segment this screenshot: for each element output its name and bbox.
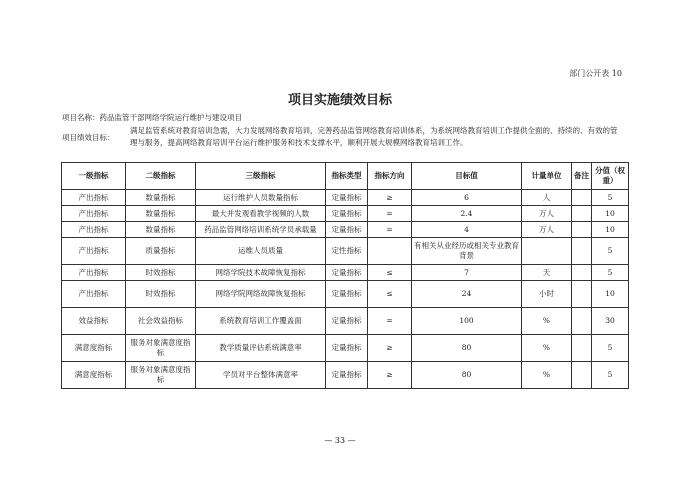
table-cell: 有相关从业经历或相关专业教育背景 xyxy=(412,238,522,265)
table-cell: 定性指标 xyxy=(326,238,368,265)
table-cell: 人 xyxy=(522,190,572,206)
table-cell: 教学质量评估系统满意率 xyxy=(196,335,326,362)
table-cell: 数量指标 xyxy=(126,222,196,238)
table-cell: 10 xyxy=(592,206,629,222)
table-cell xyxy=(572,265,592,281)
table-cell: 最大并发观看教学视频的人数 xyxy=(196,206,326,222)
table-cell: 产出指标 xyxy=(62,222,126,238)
table-cell: % xyxy=(522,362,572,389)
table-cell: 社会效益指标 xyxy=(126,308,196,335)
table-cell: 万人 xyxy=(522,222,572,238)
column-header: 备注 xyxy=(572,163,592,190)
table-cell: % xyxy=(522,308,572,335)
table-cell: 网络学院技术故障恢复指标 xyxy=(196,265,326,281)
table-cell: 定量指标 xyxy=(326,281,368,308)
column-header: 分值（权重） xyxy=(592,163,629,190)
table-row xyxy=(62,206,629,222)
table-cell: 网络学院网络故障恢复指标 xyxy=(196,281,326,308)
table-cell xyxy=(572,238,592,265)
table-row xyxy=(62,335,629,362)
column-header: 计量单位 xyxy=(522,163,572,190)
table-cell: 6 xyxy=(412,190,522,206)
table-cell: 30 xyxy=(592,308,629,335)
table-row xyxy=(62,281,629,308)
table-cell: 药品监管网络培训系统学员承载量 xyxy=(196,222,326,238)
table-cell: 满意度指标 xyxy=(62,335,126,362)
table-cell: 定量指标 xyxy=(326,222,368,238)
table-cell: = xyxy=(368,222,412,238)
table-cell: 10 xyxy=(592,281,629,308)
table-cell: 80 xyxy=(412,362,522,389)
table-cell: 天 xyxy=(522,265,572,281)
table-cell: 系统教育培训工作覆盖面 xyxy=(196,308,326,335)
table-cell: 数量指标 xyxy=(126,206,196,222)
page-number: — 33 — xyxy=(324,436,356,445)
table-cell: 定量指标 xyxy=(326,335,368,362)
table-header-row xyxy=(62,163,629,190)
table-cell: 产出指标 xyxy=(62,238,126,265)
table-cell: 服务对象满意度指标 xyxy=(126,362,196,389)
table-cell: 定量指标 xyxy=(326,308,368,335)
table-cell: 5 xyxy=(592,190,629,206)
table-cell xyxy=(572,335,592,362)
table-cell: 产出指标 xyxy=(62,206,126,222)
table-cell: 产出指标 xyxy=(62,190,126,206)
table-row xyxy=(62,265,629,281)
table-row xyxy=(62,190,629,206)
table-cell: 服务对象满意度指标 xyxy=(126,335,196,362)
table-cell: ≤ xyxy=(368,265,412,281)
table-cell: % xyxy=(522,335,572,362)
table-cell: ≥ xyxy=(368,362,412,389)
table-cell: 产出指标 xyxy=(62,281,126,308)
table-cell: 时效指标 xyxy=(126,281,196,308)
table-cell xyxy=(522,238,572,265)
table-cell: 5 xyxy=(592,335,629,362)
table-cell xyxy=(572,281,592,308)
table-cell: 5 xyxy=(592,265,629,281)
table-cell: 小时 xyxy=(522,281,572,308)
table-cell: 运行维护人员数量指标 xyxy=(196,190,326,206)
table-cell: 2.4 xyxy=(412,206,522,222)
table-cell: 100 xyxy=(412,308,522,335)
table-row xyxy=(62,238,629,265)
table-cell: 定量指标 xyxy=(326,362,368,389)
table-cell: = xyxy=(368,206,412,222)
table-cell: 24 xyxy=(412,281,522,308)
table-cell: 运维人员质量 xyxy=(196,238,326,265)
column-header: 指标类型 xyxy=(326,163,368,190)
table-cell: ≥ xyxy=(368,190,412,206)
table-cell: 学员对平台整体满意率 xyxy=(196,362,326,389)
table-cell: ≥ xyxy=(368,335,412,362)
table-cell xyxy=(572,362,592,389)
performance-table xyxy=(61,162,629,389)
table-cell: ≤ xyxy=(368,281,412,308)
table-cell: 4 xyxy=(412,222,522,238)
table-cell: = xyxy=(368,308,412,335)
table-row xyxy=(62,308,629,335)
column-header: 目标值 xyxy=(412,163,522,190)
table-cell: 定量指标 xyxy=(326,190,368,206)
table-cell: 10 xyxy=(592,222,629,238)
column-header: 指标方向 xyxy=(368,163,412,190)
goal-text: 满足监管系统对教育培训急需，大力发展网络教育培训，完善药品监管网络教育培训体系，为系统网络教育培训工作提供全面的、持续的、有效的管理与服务，提高网络教育培训平台运行维护服务和技术支撑水平，顺利开展大规模网络教育培训工作。 xyxy=(130,126,618,147)
table-cell: 产出指标 xyxy=(62,265,126,281)
table-cell: 7 xyxy=(412,265,522,281)
form-number: 部门公开表 10 xyxy=(569,69,622,78)
table-row xyxy=(62,222,629,238)
table-cell: 数量指标 xyxy=(126,190,196,206)
table-cell xyxy=(368,238,412,265)
column-header: 一级指标 xyxy=(62,163,126,190)
column-header: 三级指标 xyxy=(196,163,326,190)
table-cell xyxy=(572,222,592,238)
table-cell xyxy=(572,206,592,222)
table-cell: 万人 xyxy=(522,206,572,222)
table-cell: 定量指标 xyxy=(326,265,368,281)
project-name: 项目名称：药品监管干部网络学院运行维护与建设项目 xyxy=(62,113,242,122)
goal-label: 项目绩效目标： xyxy=(62,133,115,142)
page-title: 项目实施绩效目标 xyxy=(287,93,392,108)
table-cell: 效益指标 xyxy=(62,308,126,335)
column-header: 二级指标 xyxy=(126,163,196,190)
table-cell: 定量指标 xyxy=(326,206,368,222)
table-row xyxy=(62,362,629,389)
table-cell: 质量指标 xyxy=(126,238,196,265)
table-cell: 80 xyxy=(412,335,522,362)
project-goal xyxy=(62,125,622,149)
table-cell: 时效指标 xyxy=(126,265,196,281)
table-cell xyxy=(572,308,592,335)
table-cell: 5 xyxy=(592,362,629,389)
table-cell: 满意度指标 xyxy=(62,362,126,389)
table-cell xyxy=(572,190,592,206)
table-cell: 5 xyxy=(592,238,629,265)
